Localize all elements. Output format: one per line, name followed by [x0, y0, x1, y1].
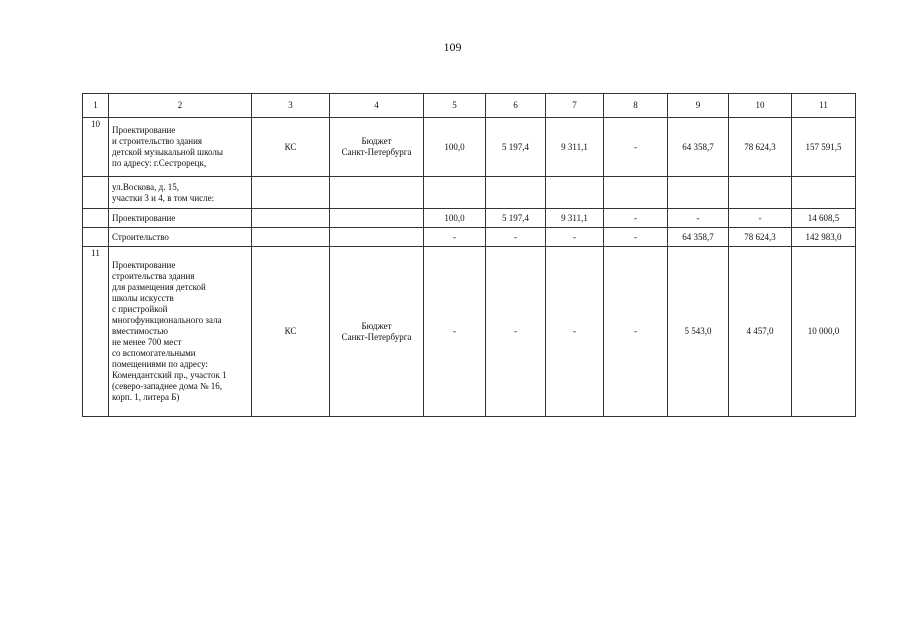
row-number-cell — [83, 228, 109, 247]
value-cell: 5 197,4 — [486, 118, 546, 177]
value-cell: - — [486, 228, 546, 247]
value-cell: 9 311,1 — [546, 118, 604, 177]
value-cell: - — [668, 209, 729, 228]
value-cell — [424, 177, 486, 209]
value-cell — [546, 177, 604, 209]
value-cell: 9 311,1 — [546, 209, 604, 228]
page-number: 109 — [443, 40, 462, 54]
row-number-cell — [83, 209, 109, 228]
object-name-cell: Проектирование — [109, 209, 252, 228]
funding-source-cell: Бюджет Санкт-Петербурга — [330, 247, 424, 417]
header-cell: 7 — [546, 94, 604, 118]
header-cell: 2 — [109, 94, 252, 118]
value-cell: 14 608,5 — [792, 209, 856, 228]
value-cell: - — [604, 247, 668, 417]
table-row — [83, 228, 856, 247]
value-cell: 100,0 — [424, 209, 486, 228]
value-cell: - — [546, 247, 604, 417]
value-cell: 4 457,0 — [729, 247, 792, 417]
header-cell: 10 — [729, 94, 792, 118]
table-row — [83, 209, 856, 228]
value-cell: 157 591,5 — [792, 118, 856, 177]
header-cell: 1 — [83, 94, 109, 118]
header-cell: 11 — [792, 94, 856, 118]
object-name-cell: Проектирование строительства здания для размещения детской школы искусств с пристройкой многофункционального зала вместимостью не менее 700 мест со вспомогательными помещениями по адресу: Комендантский пр., участок 1 (северо-западнее дома № 16, корп. 1, литера Б) — [109, 247, 252, 417]
value-cell — [792, 177, 856, 209]
value-cell: - — [424, 247, 486, 417]
object-name-cell: Проектирование и строительство здания детской музыкальной школы по адресу: г.Сестрорецк, — [109, 118, 252, 177]
header-cell: 6 — [486, 94, 546, 118]
value-cell: 10 000,0 — [792, 247, 856, 417]
value-cell: 64 358,7 — [668, 118, 729, 177]
type-cell: КС — [252, 247, 330, 417]
value-cell — [668, 177, 729, 209]
type-cell — [252, 177, 330, 209]
value-cell — [486, 177, 546, 209]
header-cell: 9 — [668, 94, 729, 118]
funding-source-cell — [330, 228, 424, 247]
header-cell: 5 — [424, 94, 486, 118]
value-cell: 5 197,4 — [486, 209, 546, 228]
value-cell — [604, 177, 668, 209]
object-name-cell: Строительство — [109, 228, 252, 247]
value-cell: 64 358,7 — [668, 228, 729, 247]
type-cell: КС — [252, 118, 330, 177]
value-cell: 5 543,0 — [668, 247, 729, 417]
value-cell: 78 624,3 — [729, 118, 792, 177]
value-cell: - — [604, 228, 668, 247]
value-cell: - — [424, 228, 486, 247]
value-cell: - — [486, 247, 546, 417]
header-row — [83, 94, 856, 118]
funding-source-cell — [330, 209, 424, 228]
header-cell: 8 — [604, 94, 668, 118]
header-cell: 3 — [252, 94, 330, 118]
funding-source-cell: Бюджет Санкт-Петербурга — [330, 118, 424, 177]
value-cell: - — [546, 228, 604, 247]
table-row — [83, 247, 856, 417]
row-number-cell — [83, 177, 109, 209]
value-cell: - — [604, 118, 668, 177]
value-cell: 142 983,0 — [792, 228, 856, 247]
table-row — [83, 177, 856, 209]
funding-source-cell — [330, 177, 424, 209]
type-cell — [252, 209, 330, 228]
budget-table — [82, 93, 856, 417]
header-cell: 4 — [330, 94, 424, 118]
table-row — [83, 118, 856, 177]
value-cell: 78 624,3 — [729, 228, 792, 247]
row-number-cell: 10 — [83, 118, 109, 177]
type-cell — [252, 228, 330, 247]
value-cell: - — [729, 209, 792, 228]
value-cell: - — [604, 209, 668, 228]
value-cell: 100,0 — [424, 118, 486, 177]
value-cell — [729, 177, 792, 209]
row-number-cell: 11 — [83, 247, 109, 417]
object-name-cell: ул.Воскова, д. 15, участки 3 и 4, в том числе: — [109, 177, 252, 209]
